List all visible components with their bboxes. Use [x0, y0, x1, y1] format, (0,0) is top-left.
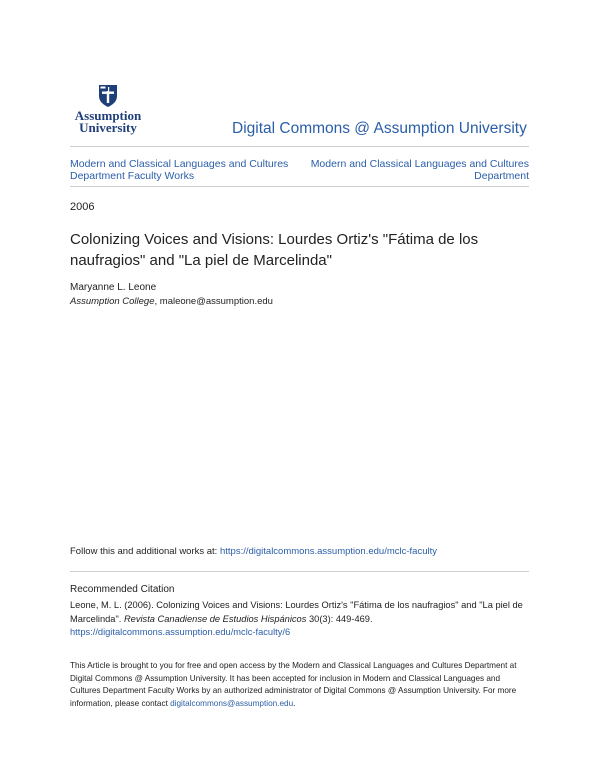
breadcrumb-divider [70, 186, 529, 187]
author-email: , maleone@assumption.edu [154, 296, 273, 307]
citation-journal: Revista Canadiense de Estudios Hispánicos [123, 613, 307, 624]
header-divider [70, 146, 529, 147]
access-notice [70, 660, 532, 710]
publication-year: 2006 [70, 201, 95, 213]
breadcrumb-faculty-works-link[interactable]: Modern and Classical Languages and Cultures Department Faculty Works [70, 158, 289, 182]
follow-collection-link[interactable]: https://digitalcommons.assumption.edu/mclc-faculty [219, 546, 437, 557]
follow-line [70, 546, 437, 557]
access-notice-text: This Article is brought to you for free and open access by the Modern and Classical Languages and Cultures Department at Digital Commons @ Assumption University. It has been accepted for inclusion in Modern and Classical Languages and Cultures Department Faculty Works by an authorized administrator of Digital Commons @ Assumption University. For more information, please contact [70, 661, 517, 708]
author-affiliation [70, 296, 273, 307]
access-notice-end: . [293, 698, 296, 708]
site-title-link[interactable]: Digital Commons @ Assumption University [232, 120, 527, 137]
citation-url-link[interactable]: https://digitalcommons.assumption.edu/mclc-faculty/6 [70, 627, 291, 637]
citation-body [70, 599, 532, 640]
logo-line-1: Assumption [74, 108, 142, 123]
follow-text: Follow this and additional works at: [70, 546, 220, 557]
citation-text: Leone, M. L. (2006). Colonizing Voices and Visions: Lourdes Ortiz's "Fátima de los naufragios" and "La piel de Marcelinda". [70, 600, 523, 624]
shield-icon [98, 84, 118, 108]
logo-line-2: University [79, 120, 137, 135]
citation-volume: 30(3): 449-469. [306, 613, 373, 624]
citation-divider [70, 571, 529, 572]
article-title: Colonizing Voices and Visions: Lourdes Ortiz's "Fátima de los naufragios" and "La piel de Marcelinda" [70, 231, 479, 269]
recommended-citation-heading: Recommended Citation [70, 584, 175, 595]
contact-email-link[interactable]: digitalcommons@assumption.edu [170, 698, 294, 708]
breadcrumb-department-link[interactable]: Modern and Classical Languages and Cultures Department [310, 158, 529, 182]
author-name: Maryanne L. Leone [70, 282, 157, 293]
affiliation-institution: Assumption College [70, 296, 155, 307]
